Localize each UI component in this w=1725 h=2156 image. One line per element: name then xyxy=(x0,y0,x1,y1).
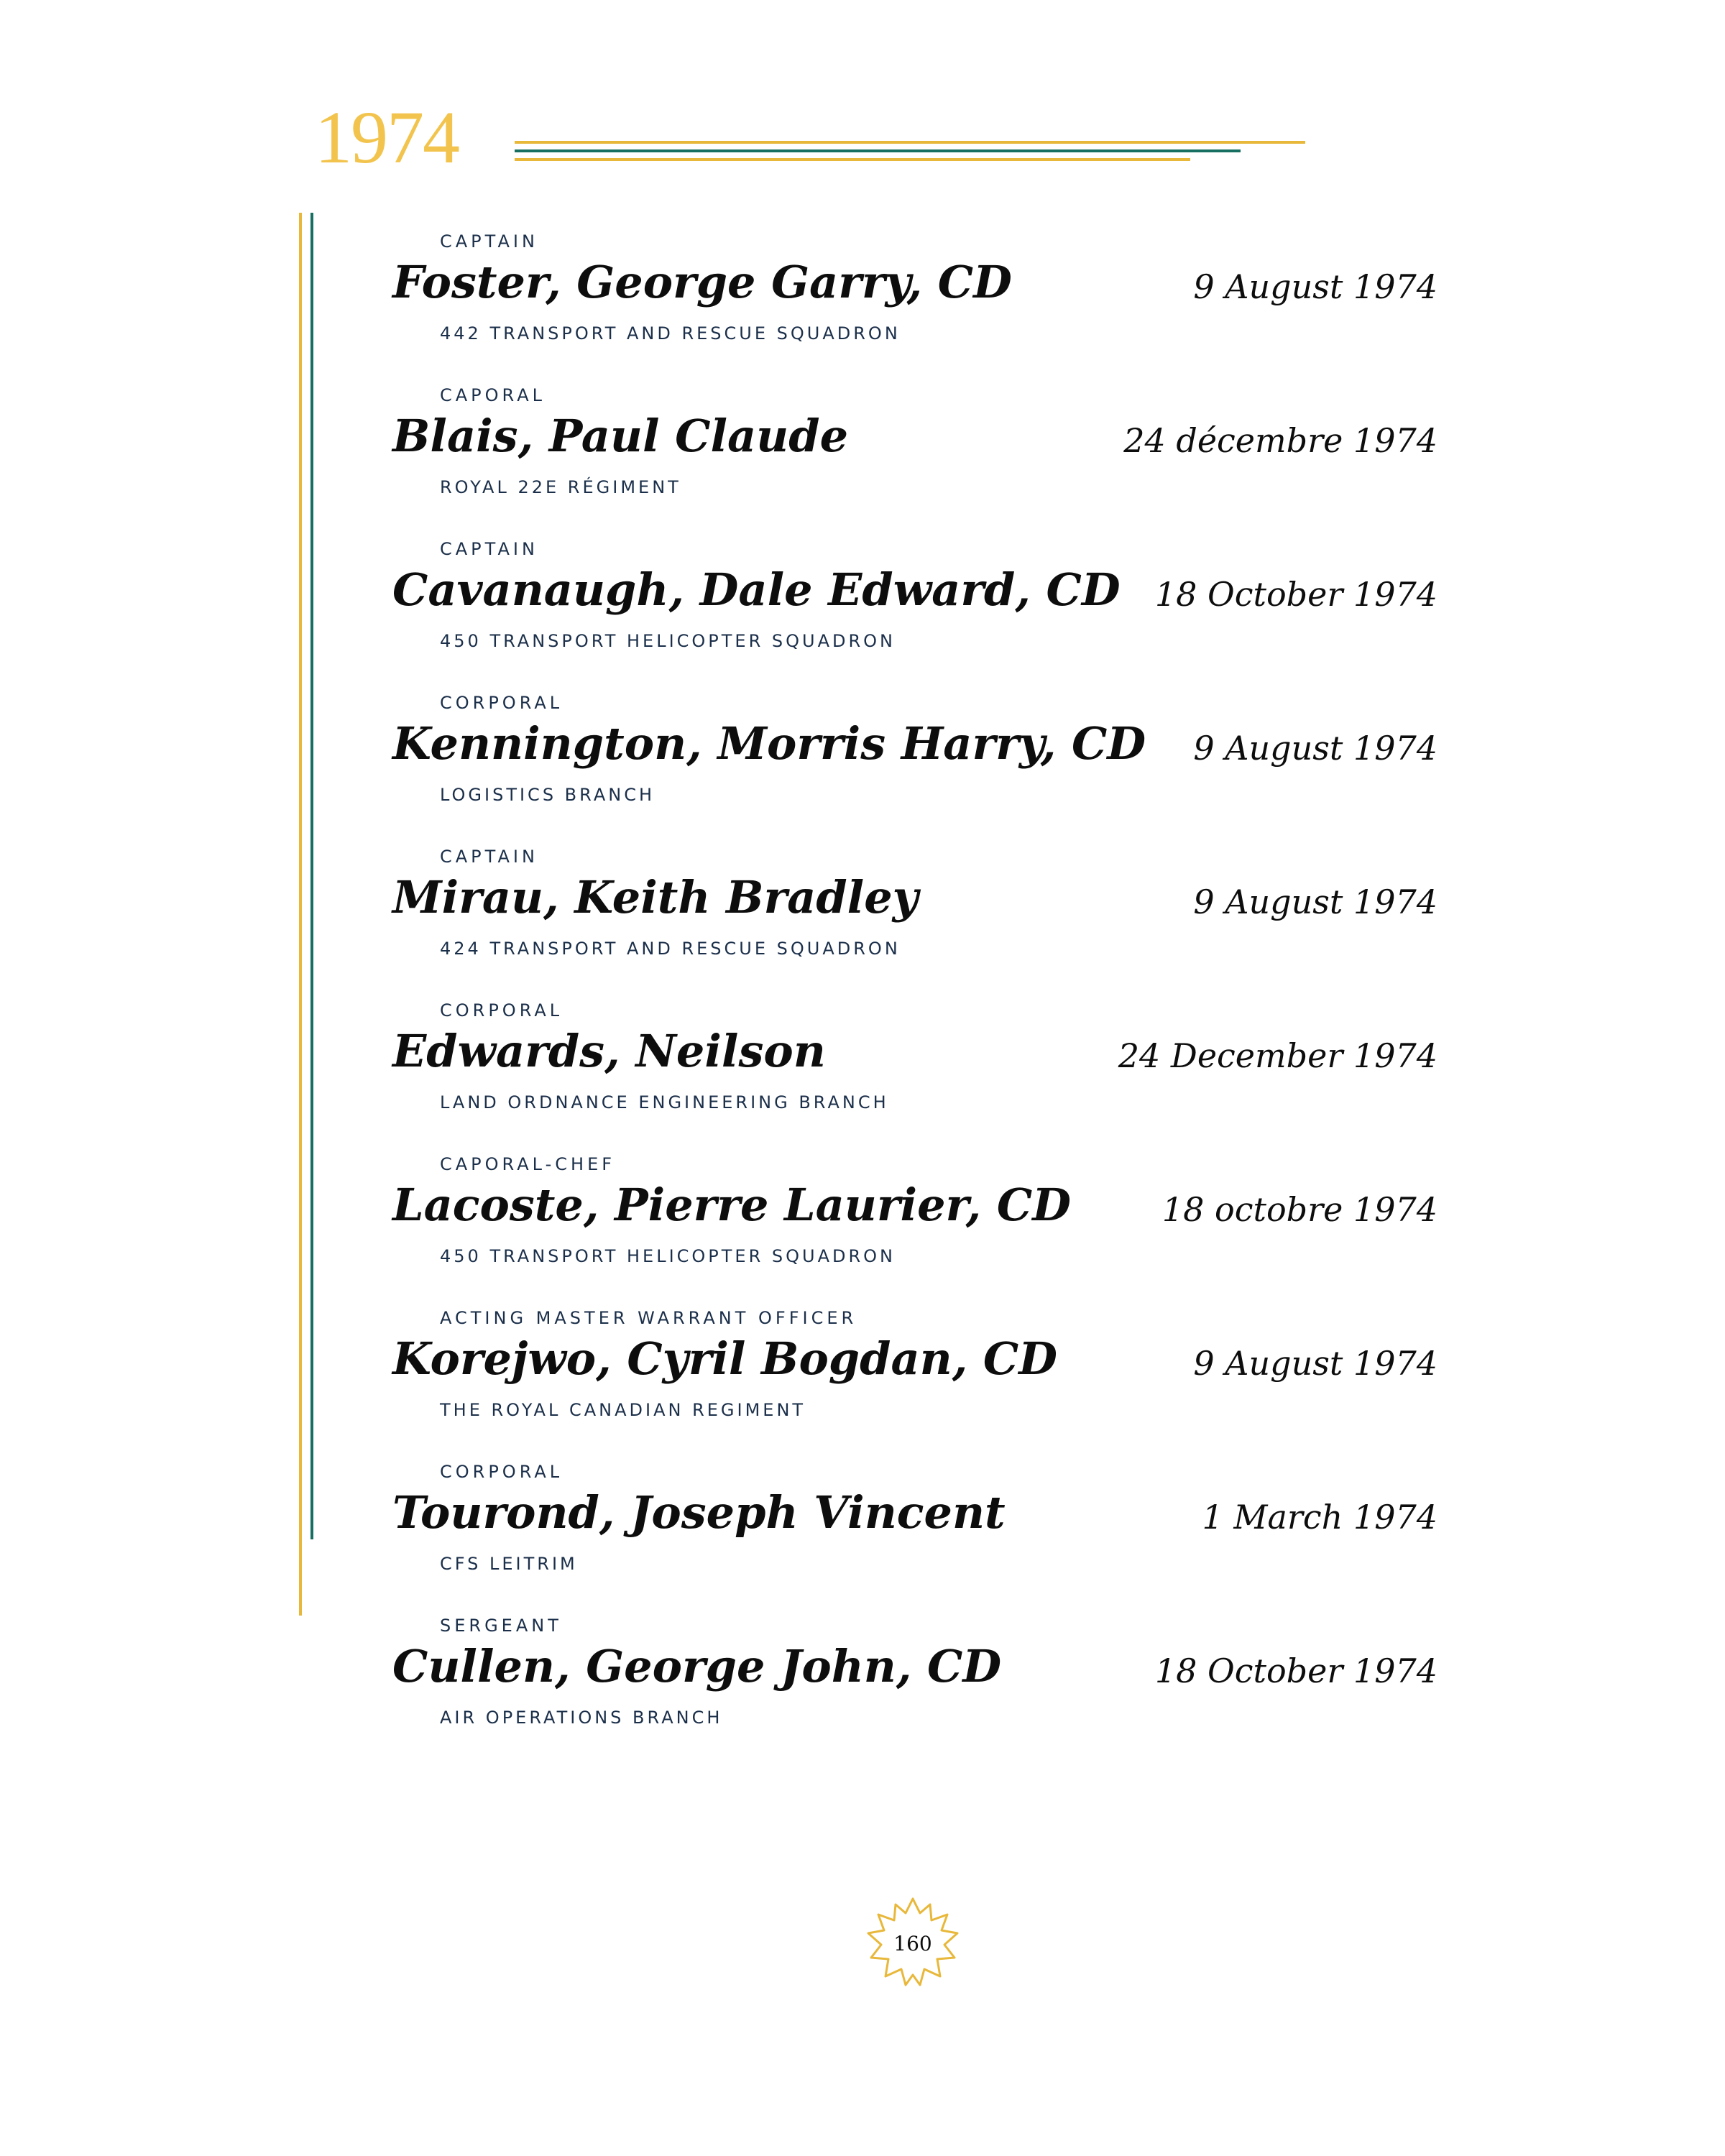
entry-rank: CORPORAL xyxy=(440,1000,564,1021)
margin-rule-green xyxy=(310,213,313,1539)
entry-name: Korejwo, Cyril Bogdan, CD xyxy=(392,1332,1058,1385)
entry-date: 18 October 1974 xyxy=(1154,575,1438,614)
list-item xyxy=(388,1308,1438,1462)
entry-unit: ROYAL 22E RÉGIMENT xyxy=(440,477,681,497)
entry-name: Blais, Paul Claude xyxy=(392,410,849,462)
entry-unit: THE ROYAL CANADIAN REGIMENT xyxy=(440,1400,806,1420)
list-item xyxy=(388,1462,1438,1616)
entry-unit: LOGISTICS BRANCH xyxy=(440,785,656,805)
entry-date: 18 octobre 1974 xyxy=(1162,1190,1438,1229)
page-year-heading: 1974 xyxy=(315,96,459,179)
entry-name: Mirau, Keith Bradley xyxy=(392,871,919,923)
entry-name: Cullen, George John, CD xyxy=(392,1640,1002,1692)
list-item xyxy=(388,231,1438,385)
header-rule-gold-top xyxy=(515,141,1305,144)
header-rule-gold-bottom xyxy=(515,158,1190,161)
entry-date: 24 décembre 1974 xyxy=(1123,421,1438,460)
entry-date: 18 October 1974 xyxy=(1154,1651,1438,1690)
page-number-badge xyxy=(862,1894,963,1992)
entry-name: Cavanaugh, Dale Edward, CD xyxy=(392,563,1121,616)
entry-unit: 442 TRANSPORT AND RESCUE SQUADRON xyxy=(440,323,901,344)
entry-rank: SERGEANT xyxy=(440,1616,562,1636)
entry-date: 9 August 1974 xyxy=(1193,729,1438,768)
list-item xyxy=(388,1616,1438,1769)
entry-date: 9 August 1974 xyxy=(1193,1344,1438,1383)
entry-rank: CAPTAIN xyxy=(440,847,538,867)
entry-name: Foster, George Garry, CD xyxy=(392,256,1012,308)
entry-unit: CFS LEITRIM xyxy=(440,1554,578,1574)
entry-name: Tourond, Joseph Vincent xyxy=(392,1486,1006,1539)
entry-date: 9 August 1974 xyxy=(1193,267,1438,306)
entry-name: Edwards, Neilson xyxy=(392,1025,826,1077)
entry-unit: 424 TRANSPORT AND RESCUE SQUADRON xyxy=(440,939,901,959)
entry-date: 24 December 1974 xyxy=(1118,1036,1438,1075)
entry-unit: AIR OPERATIONS BRANCH xyxy=(440,1708,723,1728)
entry-name: Lacoste, Pierre Laurier, CD xyxy=(392,1179,1071,1231)
page-number: 160 xyxy=(893,1932,932,1955)
list-item xyxy=(388,1000,1438,1154)
entry-rank: ACTING MASTER WARRANT OFFICER xyxy=(440,1308,857,1328)
entry-date: 1 March 1974 xyxy=(1202,1498,1438,1537)
entry-rank: CAPORAL xyxy=(440,385,546,405)
list-item xyxy=(388,847,1438,1000)
entry-unit: 450 TRANSPORT HELICOPTER SQUADRON xyxy=(440,1246,896,1266)
list-item xyxy=(388,693,1438,847)
entry-rank: CORPORAL xyxy=(440,1462,564,1482)
entry-name: Kennington, Morris Harry, CD xyxy=(392,717,1146,770)
entry-rank: CAPTAIN xyxy=(440,231,538,252)
entry-date: 9 August 1974 xyxy=(1193,883,1438,921)
list-item xyxy=(388,539,1438,693)
entry-unit: LAND ORDNANCE ENGINEERING BRANCH xyxy=(440,1092,889,1112)
entry-rank: CAPORAL-CHEF xyxy=(440,1154,616,1174)
entry-unit: 450 TRANSPORT HELICOPTER SQUADRON xyxy=(440,631,896,651)
header-rule-green xyxy=(515,149,1241,152)
honour-roll-list xyxy=(388,231,1438,1769)
list-item xyxy=(388,1154,1438,1308)
list-item xyxy=(388,385,1438,539)
entry-rank: CORPORAL xyxy=(440,693,564,713)
entry-rank: CAPTAIN xyxy=(440,539,538,559)
margin-rule-gold xyxy=(299,213,302,1616)
